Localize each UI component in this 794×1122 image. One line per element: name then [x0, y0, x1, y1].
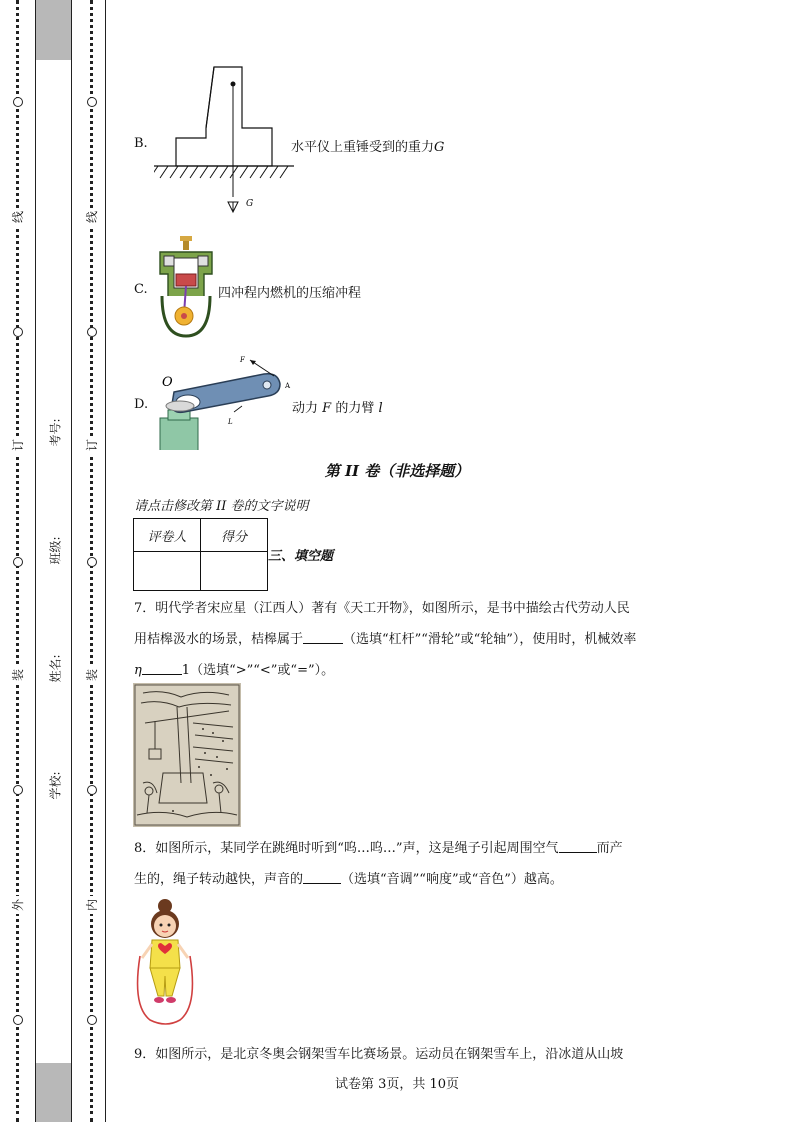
- section-title: 第 II 卷（非选择题）: [324, 462, 470, 480]
- gravity-label: G: [246, 199, 254, 209]
- margin-border-content: [105, 0, 106, 1122]
- q7-line-3: η 1（选填“>”“<”或“=”）。: [134, 663, 335, 678]
- margin-gray-strip-bottom: [35, 1063, 71, 1122]
- engine-compression-figure: [154, 236, 218, 340]
- option-c-label: C.: [134, 282, 148, 297]
- q7-line-1: 7．明代学者宋应星（江西人）著有《天工开物》，如图所示，是书中描绘古代劳动人民: [134, 601, 630, 616]
- inner-ring-icon: [87, 1015, 97, 1025]
- inner-ring-icon: [87, 557, 97, 567]
- score-table: [133, 518, 268, 591]
- jump-rope-girl-illustration: [132, 896, 198, 1028]
- q7-blank-1[interactable]: [303, 631, 343, 644]
- option-d-label: D.: [134, 397, 149, 412]
- inner-char-ding: 订: [84, 436, 100, 454]
- q9-line-1: 9．如图所示，是北京冬奥会钢架雪车比赛场景。运动员在钢架雪车上，沿冰道从山坡: [134, 1047, 624, 1062]
- inner-char-xian: 线: [84, 208, 100, 226]
- option-d-caption: 动力 F 的力臂 l: [292, 401, 383, 416]
- level-plumb-figure: [154, 62, 294, 214]
- name-label: 姓名:: [48, 653, 63, 683]
- margin-gray-strip-top: [35, 0, 71, 60]
- q7-blank-2[interactable]: [142, 662, 182, 675]
- outer-ring-icon: [13, 97, 23, 107]
- outer-ring-icon: [13, 557, 23, 567]
- school-label: 学校:: [48, 770, 63, 800]
- exam-page-content: [132, 0, 662, 1122]
- point-a-label: A: [285, 382, 291, 390]
- score-cell[interactable]: [201, 552, 268, 591]
- outer-char-wai: 外: [10, 896, 26, 914]
- binding-margin: [0, 0, 108, 1122]
- q8-blank-2[interactable]: [303, 871, 341, 884]
- outer-ring-icon: [13, 327, 23, 337]
- q8-line-2: 生的，绳子转动越快，声音的 （选填“音调”“响度”或“音色”）越高。: [134, 872, 563, 887]
- margin-border-right: [71, 0, 72, 1122]
- force-label: F: [240, 356, 245, 364]
- arm-label: L: [228, 418, 233, 426]
- q8-blank-1[interactable]: [559, 840, 597, 853]
- outer-ring-icon: [13, 785, 23, 795]
- option-c-caption: 四冲程内燃机的压缩冲程: [218, 286, 362, 301]
- option-b-caption: 水平仪上重锤受到的重力G: [291, 140, 445, 155]
- inner-ring-icon: [87, 785, 97, 795]
- option-b-label: B.: [134, 136, 148, 151]
- section-note[interactable]: 请点击修改第 II 卷的文字说明: [134, 499, 309, 514]
- part-title: 三、填空题: [268, 549, 334, 564]
- outer-char-zhuang: 装: [10, 666, 26, 684]
- page-footer: 试卷第 3页，共 10页: [334, 1077, 460, 1092]
- q8-line-1: 8．如图所示，某同学在跳绳时听到“呜…呜…”声，这是绳子引起周围空气 而产: [134, 841, 623, 856]
- fulcrum-label: O: [162, 375, 173, 390]
- class-label: 班级:: [48, 535, 63, 565]
- outer-ring-icon: [13, 1015, 23, 1025]
- bottle-opener-figure: [154, 354, 296, 450]
- grader-cell[interactable]: [134, 552, 201, 591]
- inner-ring-icon: [87, 97, 97, 107]
- well-sweep-illustration: [133, 683, 241, 827]
- score-header: 得分: [201, 519, 268, 552]
- exam-number-label: 考号:: [48, 417, 63, 447]
- outer-char-ding: 订: [10, 436, 26, 454]
- q7-line-2: 用桔槔汲水的场景，桔槔属于 （选填“杠杆”“滑轮”或“轮轴”），使用时，机械效率: [134, 632, 637, 647]
- inner-ring-icon: [87, 327, 97, 337]
- outer-char-xian: 线: [10, 208, 26, 226]
- grader-header: 评卷人: [134, 519, 201, 552]
- inner-char-zhuang: 装: [84, 666, 100, 684]
- margin-border-left: [35, 0, 36, 1122]
- inner-char-nei: 内: [84, 896, 100, 914]
